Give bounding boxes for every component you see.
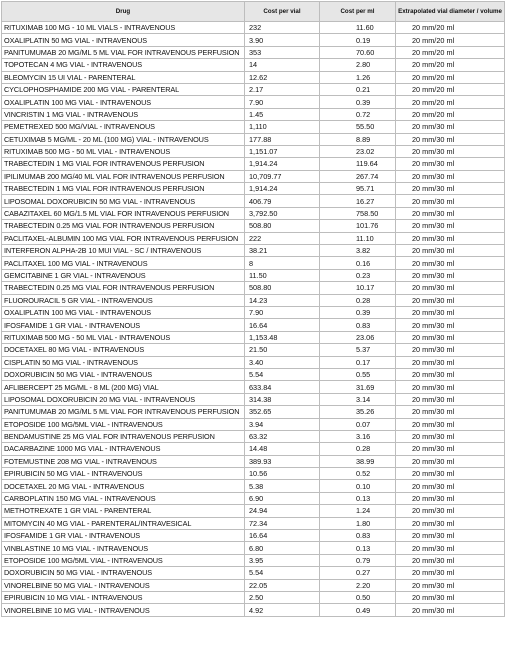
cell-cost-per-vial: 3.90 bbox=[245, 34, 320, 46]
cell-drug: TOPOTECAN 4 MG VIAL - INTRAVENOUS bbox=[2, 59, 245, 71]
cell-drug: CABAZITAXEL 60 MG/1.5 ML VIAL FOR INTRAVENOUS PERFUSION bbox=[2, 207, 245, 219]
cell-vial-volume: 20 mm/20 ml bbox=[396, 83, 505, 95]
cell-vial-volume: 20 mm/20 ml bbox=[396, 46, 505, 58]
cell-cost-per-ml: 23.02 bbox=[320, 145, 396, 157]
cell-cost-per-ml: 0.13 bbox=[320, 542, 396, 554]
cell-drug: TRABECTEDIN 1 MG VIAL FOR INTRAVENOUS PERFUSION bbox=[2, 158, 245, 170]
table-row bbox=[2, 133, 505, 145]
cell-cost-per-ml: 95.71 bbox=[320, 183, 396, 195]
cell-vial-volume: 20 mm/30 ml bbox=[396, 331, 505, 343]
cell-vial-volume: 20 mm/30 ml bbox=[396, 492, 505, 504]
cell-cost-per-ml: 0.27 bbox=[320, 567, 396, 579]
cell-vial-volume: 20 mm/30 ml bbox=[396, 591, 505, 603]
cell-cost-per-ml: 3.82 bbox=[320, 245, 396, 257]
cell-vial-volume: 20 mm/30 ml bbox=[396, 430, 505, 442]
cell-cost-per-vial: 353 bbox=[245, 46, 320, 58]
table-row bbox=[2, 604, 505, 616]
cell-vial-volume: 20 mm/30 ml bbox=[396, 158, 505, 170]
cell-cost-per-vial: 10.56 bbox=[245, 468, 320, 480]
cell-cost-per-vial: 508.80 bbox=[245, 282, 320, 294]
cell-vial-volume: 20 mm/20 ml bbox=[396, 59, 505, 71]
cell-cost-per-ml: 3.14 bbox=[320, 393, 396, 405]
cell-cost-per-ml: 3.16 bbox=[320, 430, 396, 442]
table-row bbox=[2, 542, 505, 554]
table-row bbox=[2, 356, 505, 368]
cell-cost-per-vial: 14 bbox=[245, 59, 320, 71]
cell-drug: OXALIPLATIN 100 MG VIAL - INTRAVENOUS bbox=[2, 96, 245, 108]
table-row bbox=[2, 158, 505, 170]
cell-cost-per-vial: 14.48 bbox=[245, 443, 320, 455]
cell-drug: PACLITAXEL 100 MG VIAL - INTRAVENOUS bbox=[2, 257, 245, 269]
cell-vial-volume: 20 mm/30 ml bbox=[396, 245, 505, 257]
cell-cost-per-ml: 0.13 bbox=[320, 492, 396, 504]
cell-cost-per-vial: 1,153.48 bbox=[245, 331, 320, 343]
table-row bbox=[2, 170, 505, 182]
cell-vial-volume: 20 mm/30 ml bbox=[396, 319, 505, 331]
cell-drug: PEMETREXED 500 MG/VIAL - INTRAVENOUS bbox=[2, 121, 245, 133]
table-row bbox=[2, 121, 505, 133]
cell-cost-per-vial: 406.79 bbox=[245, 195, 320, 207]
cell-vial-volume: 20 mm/30 ml bbox=[396, 567, 505, 579]
cell-cost-per-ml: 0.28 bbox=[320, 443, 396, 455]
table-row bbox=[2, 368, 505, 380]
cell-drug: CETUXIMAB 5 MG/ML - 20 ML (100 MG) VIAL - INTRAVENOUS bbox=[2, 133, 245, 145]
table-row bbox=[2, 145, 505, 157]
table-row bbox=[2, 480, 505, 492]
cell-vial-volume: 20 mm/30 ml bbox=[396, 356, 505, 368]
cell-cost-per-ml: 0.39 bbox=[320, 96, 396, 108]
cell-vial-volume: 20 mm/20 ml bbox=[396, 71, 505, 83]
cell-cost-per-vial: 508.80 bbox=[245, 220, 320, 232]
cell-drug: TRABECTEDIN 1 MG VIAL FOR INTRAVENOUS PERFUSION bbox=[2, 183, 245, 195]
cell-drug: ETOPOSIDE 100 MG/5ML VIAL - INTRAVENOUS bbox=[2, 418, 245, 430]
cell-cost-per-vial: 3.95 bbox=[245, 554, 320, 566]
cell-vial-volume: 20 mm/30 ml bbox=[396, 257, 505, 269]
cell-vial-volume: 20 mm/30 ml bbox=[396, 269, 505, 281]
cell-cost-per-ml: 0.79 bbox=[320, 554, 396, 566]
cell-drug: LIPOSOMAL DOXORUBICIN 50 MG VIAL - INTRAVENOUS bbox=[2, 195, 245, 207]
cell-vial-volume: 20 mm/30 ml bbox=[396, 505, 505, 517]
cell-vial-volume: 20 mm/30 ml bbox=[396, 282, 505, 294]
cell-cost-per-vial: 63.32 bbox=[245, 430, 320, 442]
table-row bbox=[2, 59, 505, 71]
cell-cost-per-vial: 11.50 bbox=[245, 269, 320, 281]
table-row bbox=[2, 46, 505, 58]
cell-cost-per-vial: 389.93 bbox=[245, 455, 320, 467]
cell-vial-volume: 20 mm/30 ml bbox=[396, 344, 505, 356]
cell-cost-per-vial: 6.90 bbox=[245, 492, 320, 504]
cell-cost-per-ml: 0.21 bbox=[320, 83, 396, 95]
cell-cost-per-ml: 758.50 bbox=[320, 207, 396, 219]
cell-cost-per-vial: 5.38 bbox=[245, 480, 320, 492]
table-row bbox=[2, 34, 505, 46]
cell-vial-volume: 20 mm/30 ml bbox=[396, 393, 505, 405]
cell-cost-per-ml: 1.26 bbox=[320, 71, 396, 83]
cell-vial-volume: 20 mm/30 ml bbox=[396, 542, 505, 554]
cell-cost-per-vial: 16.64 bbox=[245, 319, 320, 331]
cell-drug: MITOMYCIN 40 MG VIAL - PARENTERAL/INTRAVESICAL bbox=[2, 517, 245, 529]
cell-vial-volume: 20 mm/30 ml bbox=[396, 468, 505, 480]
cell-drug: BLEOMYCIN 15 UI VIAL - PARENTERAL bbox=[2, 71, 245, 83]
cell-vial-volume: 20 mm/30 ml bbox=[396, 170, 505, 182]
cell-vial-volume: 20 mm/30 ml bbox=[396, 232, 505, 244]
table-row bbox=[2, 406, 505, 418]
cell-vial-volume: 20 mm/30 ml bbox=[396, 406, 505, 418]
cell-cost-per-vial: 1,914.24 bbox=[245, 183, 320, 195]
cell-cost-per-ml: 2.80 bbox=[320, 59, 396, 71]
cell-cost-per-ml: 35.26 bbox=[320, 406, 396, 418]
table-row bbox=[2, 269, 505, 281]
cell-cost-per-ml: 0.72 bbox=[320, 108, 396, 120]
table-header bbox=[2, 2, 505, 22]
cell-drug: OXALIPLATIN 100 MG VIAL - INTRAVENOUS bbox=[2, 306, 245, 318]
table-row bbox=[2, 195, 505, 207]
cell-vial-volume: 20 mm/30 ml bbox=[396, 183, 505, 195]
table-row bbox=[2, 83, 505, 95]
cell-drug: VINORELBINE 50 MG VIAL - INTRAVENOUS bbox=[2, 579, 245, 591]
table-row bbox=[2, 567, 505, 579]
table-row bbox=[2, 381, 505, 393]
cell-drug: VINORELBINE 10 MG VIAL - INTRAVENOUS bbox=[2, 604, 245, 616]
cell-vial-volume: 20 mm/30 ml bbox=[396, 554, 505, 566]
cell-cost-per-ml: 0.16 bbox=[320, 257, 396, 269]
cell-cost-per-ml: 55.50 bbox=[320, 121, 396, 133]
cell-drug: METHOTREXATE 1 GR VIAL - PARENTERAL bbox=[2, 505, 245, 517]
cell-cost-per-ml: 0.49 bbox=[320, 604, 396, 616]
cell-cost-per-ml: 11.10 bbox=[320, 232, 396, 244]
table-row bbox=[2, 108, 505, 120]
cell-cost-per-vial: 2.50 bbox=[245, 591, 320, 603]
header-drug: Drug bbox=[2, 2, 245, 22]
cell-cost-per-vial: 24.94 bbox=[245, 505, 320, 517]
cell-cost-per-vial: 7.90 bbox=[245, 306, 320, 318]
cell-cost-per-vial: 5.54 bbox=[245, 368, 320, 380]
cell-drug: RITUXIMAB 500 MG - 50 ML VIAL - INTRAVENOUS bbox=[2, 331, 245, 343]
cell-cost-per-vial: 1,151.07 bbox=[245, 145, 320, 157]
cell-cost-per-vial: 3,792.50 bbox=[245, 207, 320, 219]
cell-drug: IPILIMUMAB 200 MG/40 ML VIAL FOR INTRAVENOUS PERFUSION bbox=[2, 170, 245, 182]
cell-cost-per-ml: 0.19 bbox=[320, 34, 396, 46]
table-row bbox=[2, 282, 505, 294]
cell-drug: EPIRUBICIN 50 MG VIAL - INTRAVENOUS bbox=[2, 468, 245, 480]
table-row bbox=[2, 530, 505, 542]
cell-vial-volume: 20 mm/30 ml bbox=[396, 121, 505, 133]
cell-cost-per-vial: 1,110 bbox=[245, 121, 320, 133]
table-row bbox=[2, 418, 505, 430]
table-row bbox=[2, 455, 505, 467]
cell-drug: OXALIPLATIN 50 MG VIAL - INTRAVENOUS bbox=[2, 34, 245, 46]
table-row bbox=[2, 257, 505, 269]
cell-drug: RITUXIMAB 100 MG - 10 ML VIALS - INTRAVENOUS bbox=[2, 22, 245, 34]
table-row bbox=[2, 220, 505, 232]
table-body bbox=[2, 22, 505, 617]
table-row bbox=[2, 468, 505, 480]
cell-cost-per-ml: 0.39 bbox=[320, 306, 396, 318]
cell-vial-volume: 20 mm/30 ml bbox=[396, 418, 505, 430]
cell-cost-per-vial: 6.80 bbox=[245, 542, 320, 554]
cell-cost-per-ml: 0.28 bbox=[320, 294, 396, 306]
cell-cost-per-vial: 2.17 bbox=[245, 83, 320, 95]
cell-vial-volume: 20 mm/30 ml bbox=[396, 207, 505, 219]
table-row bbox=[2, 71, 505, 83]
cell-drug: FLUOROURACIL 5 GR VIAL - INTRAVENOUS bbox=[2, 294, 245, 306]
cell-cost-per-ml: 16.27 bbox=[320, 195, 396, 207]
table-row bbox=[2, 393, 505, 405]
table-row bbox=[2, 207, 505, 219]
cell-cost-per-vial: 10,709.77 bbox=[245, 170, 320, 182]
cell-cost-per-ml: 2.20 bbox=[320, 579, 396, 591]
cell-cost-per-vial: 232 bbox=[245, 22, 320, 34]
cell-drug: DACARBAZINE 1000 MG VIAL - INTRAVENOUS bbox=[2, 443, 245, 455]
cell-cost-per-vial: 14.23 bbox=[245, 294, 320, 306]
cell-cost-per-ml: 70.60 bbox=[320, 46, 396, 58]
cell-drug: TRABECTEDIN 0.25 MG VIAL FOR INTRAVENOUS PERFUSION bbox=[2, 220, 245, 232]
cell-cost-per-vial: 22.05 bbox=[245, 579, 320, 591]
cell-drug: DOXORUBICIN 50 MG VIAL - INTRAVENOUS bbox=[2, 567, 245, 579]
cell-vial-volume: 20 mm/20 ml bbox=[396, 96, 505, 108]
cell-cost-per-vial: 1,914.24 bbox=[245, 158, 320, 170]
cell-cost-per-ml: 119.64 bbox=[320, 158, 396, 170]
cell-vial-volume: 20 mm/30 ml bbox=[396, 381, 505, 393]
cell-vial-volume: 20 mm/30 ml bbox=[396, 443, 505, 455]
cell-cost-per-vial: 4.92 bbox=[245, 604, 320, 616]
drug-cost-table bbox=[1, 1, 505, 617]
cell-vial-volume: 20 mm/20 ml bbox=[396, 108, 505, 120]
table-row bbox=[2, 554, 505, 566]
header-cost-per-ml: Cost per ml bbox=[320, 2, 396, 22]
cell-drug: PANITUMUMAB 20 MG/ML 5 ML VIAL FOR INTRAVENOUS PERFUSION bbox=[2, 46, 245, 58]
table-row bbox=[2, 579, 505, 591]
cell-cost-per-ml: 0.07 bbox=[320, 418, 396, 430]
cell-vial-volume: 20 mm/30 ml bbox=[396, 220, 505, 232]
cell-cost-per-ml: 1.24 bbox=[320, 505, 396, 517]
cell-cost-per-vial: 1.45 bbox=[245, 108, 320, 120]
cell-vial-volume: 20 mm/20 ml bbox=[396, 34, 505, 46]
cell-vial-volume: 20 mm/20 ml bbox=[396, 22, 505, 34]
cell-vial-volume: 20 mm/30 ml bbox=[396, 517, 505, 529]
cell-cost-per-vial: 3.94 bbox=[245, 418, 320, 430]
cell-cost-per-vial: 72.34 bbox=[245, 517, 320, 529]
table-row bbox=[2, 591, 505, 603]
cell-vial-volume: 20 mm/30 ml bbox=[396, 530, 505, 542]
cell-vial-volume: 20 mm/30 ml bbox=[396, 294, 505, 306]
cell-drug: DOXORUBICIN 50 MG VIAL - INTRAVENOUS bbox=[2, 368, 245, 380]
cell-cost-per-vial: 177.88 bbox=[245, 133, 320, 145]
cell-cost-per-ml: 267.74 bbox=[320, 170, 396, 182]
cell-cost-per-vial: 38.21 bbox=[245, 245, 320, 257]
cell-cost-per-vial: 633.84 bbox=[245, 381, 320, 393]
cell-cost-per-ml: 5.37 bbox=[320, 344, 396, 356]
table-row bbox=[2, 306, 505, 318]
cell-drug: RITUXIMAB 500 MG - 50 ML VIAL - INTRAVENOUS bbox=[2, 145, 245, 157]
cell-cost-per-ml: 0.52 bbox=[320, 468, 396, 480]
cell-drug: INTERFERON ALPHA-2B 10 MUI VIAL - SC / INTRAVENOUS bbox=[2, 245, 245, 257]
cell-cost-per-ml: 1.80 bbox=[320, 517, 396, 529]
cell-cost-per-ml: 0.10 bbox=[320, 480, 396, 492]
cell-vial-volume: 20 mm/30 ml bbox=[396, 145, 505, 157]
header-row bbox=[2, 2, 505, 22]
cell-cost-per-vial: 16.64 bbox=[245, 530, 320, 542]
cell-drug: LIPOSOMAL DOXORUBICIN 20 MG VIAL - INTRAVENOUS bbox=[2, 393, 245, 405]
table-row bbox=[2, 331, 505, 343]
cell-drug: CARBOPLATIN 150 MG VIAL - INTRAVENOUS bbox=[2, 492, 245, 504]
cell-cost-per-ml: 31.69 bbox=[320, 381, 396, 393]
table-row bbox=[2, 232, 505, 244]
cell-drug: ETOPOSIDE 100 MG/5ML VIAL - INTRAVENOUS bbox=[2, 554, 245, 566]
cell-drug: EPIRUBICIN 10 MG VIAL - INTRAVENOUS bbox=[2, 591, 245, 603]
cell-cost-per-vial: 5.54 bbox=[245, 567, 320, 579]
table-row bbox=[2, 430, 505, 442]
cell-cost-per-ml: 10.17 bbox=[320, 282, 396, 294]
header-cost-per-vial: Cost per vial bbox=[245, 2, 320, 22]
table-row bbox=[2, 319, 505, 331]
cell-cost-per-ml: 11.60 bbox=[320, 22, 396, 34]
cell-drug: FOTEMUSTINE 208 MG VIAL - INTRAVENOUS bbox=[2, 455, 245, 467]
table-row bbox=[2, 344, 505, 356]
cell-drug: CYCLOPHOSPHAMIDE 200 MG VIAL - PARENTERAL bbox=[2, 83, 245, 95]
cell-drug: TRABECTEDIN 0.25 MG VIAL FOR INTRAVENOUS PERFUSION bbox=[2, 282, 245, 294]
cell-drug: VINBLASTINE 10 MG VIAL - INTRAVENOUS bbox=[2, 542, 245, 554]
cell-cost-per-ml: 8.89 bbox=[320, 133, 396, 145]
cell-vial-volume: 20 mm/30 ml bbox=[396, 579, 505, 591]
cell-cost-per-ml: 0.23 bbox=[320, 269, 396, 281]
table-row bbox=[2, 443, 505, 455]
table-row bbox=[2, 517, 505, 529]
cell-drug: AFLIBERCEPT 25 MG/ML - 8 ML (200 MG) VIAL bbox=[2, 381, 245, 393]
cell-drug: IFOSFAMIDE 1 GR VIAL - INTRAVENOUS bbox=[2, 530, 245, 542]
table-row bbox=[2, 22, 505, 34]
cell-cost-per-vial: 7.90 bbox=[245, 96, 320, 108]
cell-cost-per-ml: 0.83 bbox=[320, 530, 396, 542]
cell-vial-volume: 20 mm/30 ml bbox=[396, 480, 505, 492]
table-row bbox=[2, 505, 505, 517]
cell-cost-per-ml: 101.76 bbox=[320, 220, 396, 232]
table-row bbox=[2, 245, 505, 257]
cell-cost-per-ml: 0.17 bbox=[320, 356, 396, 368]
cell-vial-volume: 20 mm/30 ml bbox=[396, 195, 505, 207]
cell-drug: PACLITAXEL-ALBUMIN 100 MG VIAL FOR INTRAVENOUS PERFUSION bbox=[2, 232, 245, 244]
cell-drug: GEMCITABINE 1 GR VIAL - INTRAVENOUS bbox=[2, 269, 245, 281]
cell-cost-per-ml: 0.83 bbox=[320, 319, 396, 331]
cell-drug: CISPLATIN 50 MG VIAL - INTRAVENOUS bbox=[2, 356, 245, 368]
cell-cost-per-ml: 0.50 bbox=[320, 591, 396, 603]
cell-vial-volume: 20 mm/30 ml bbox=[396, 306, 505, 318]
cell-cost-per-vial: 314.38 bbox=[245, 393, 320, 405]
cell-cost-per-vial: 8 bbox=[245, 257, 320, 269]
cell-drug: VINCRISTIN 1 MG VIAL - INTRAVENOUS bbox=[2, 108, 245, 120]
cell-drug: DOCETAXEL 80 MG VIAL - INTRAVENOUS bbox=[2, 344, 245, 356]
cell-vial-volume: 20 mm/30 ml bbox=[396, 604, 505, 616]
cell-cost-per-vial: 222 bbox=[245, 232, 320, 244]
table-row bbox=[2, 96, 505, 108]
cell-cost-per-ml: 23.06 bbox=[320, 331, 396, 343]
cell-drug: BENDAMUSTINE 25 MG VIAL FOR INTRAVENOUS PERFUSION bbox=[2, 430, 245, 442]
cell-vial-volume: 20 mm/30 ml bbox=[396, 455, 505, 467]
cell-cost-per-ml: 0.55 bbox=[320, 368, 396, 380]
table-row bbox=[2, 492, 505, 504]
cell-drug: DOCETAXEL 20 MG VIAL - INTRAVENOUS bbox=[2, 480, 245, 492]
table-row bbox=[2, 183, 505, 195]
cell-cost-per-vial: 12.62 bbox=[245, 71, 320, 83]
cell-cost-per-ml: 38.99 bbox=[320, 455, 396, 467]
cell-vial-volume: 20 mm/30 ml bbox=[396, 368, 505, 380]
table-row bbox=[2, 294, 505, 306]
cell-cost-per-vial: 352.65 bbox=[245, 406, 320, 418]
header-vial-volume: Extrapolated vial diameter / volume bbox=[396, 2, 505, 22]
cell-vial-volume: 20 mm/30 ml bbox=[396, 133, 505, 145]
cell-cost-per-vial: 3.40 bbox=[245, 356, 320, 368]
cell-cost-per-vial: 21.50 bbox=[245, 344, 320, 356]
cell-drug: IFOSFAMIDE 1 GR VIAL - INTRAVENOUS bbox=[2, 319, 245, 331]
cell-drug: PANITUMUMAB 20 MG/ML 5 ML VIAL FOR INTRAVENOUS PERFUSION bbox=[2, 406, 245, 418]
